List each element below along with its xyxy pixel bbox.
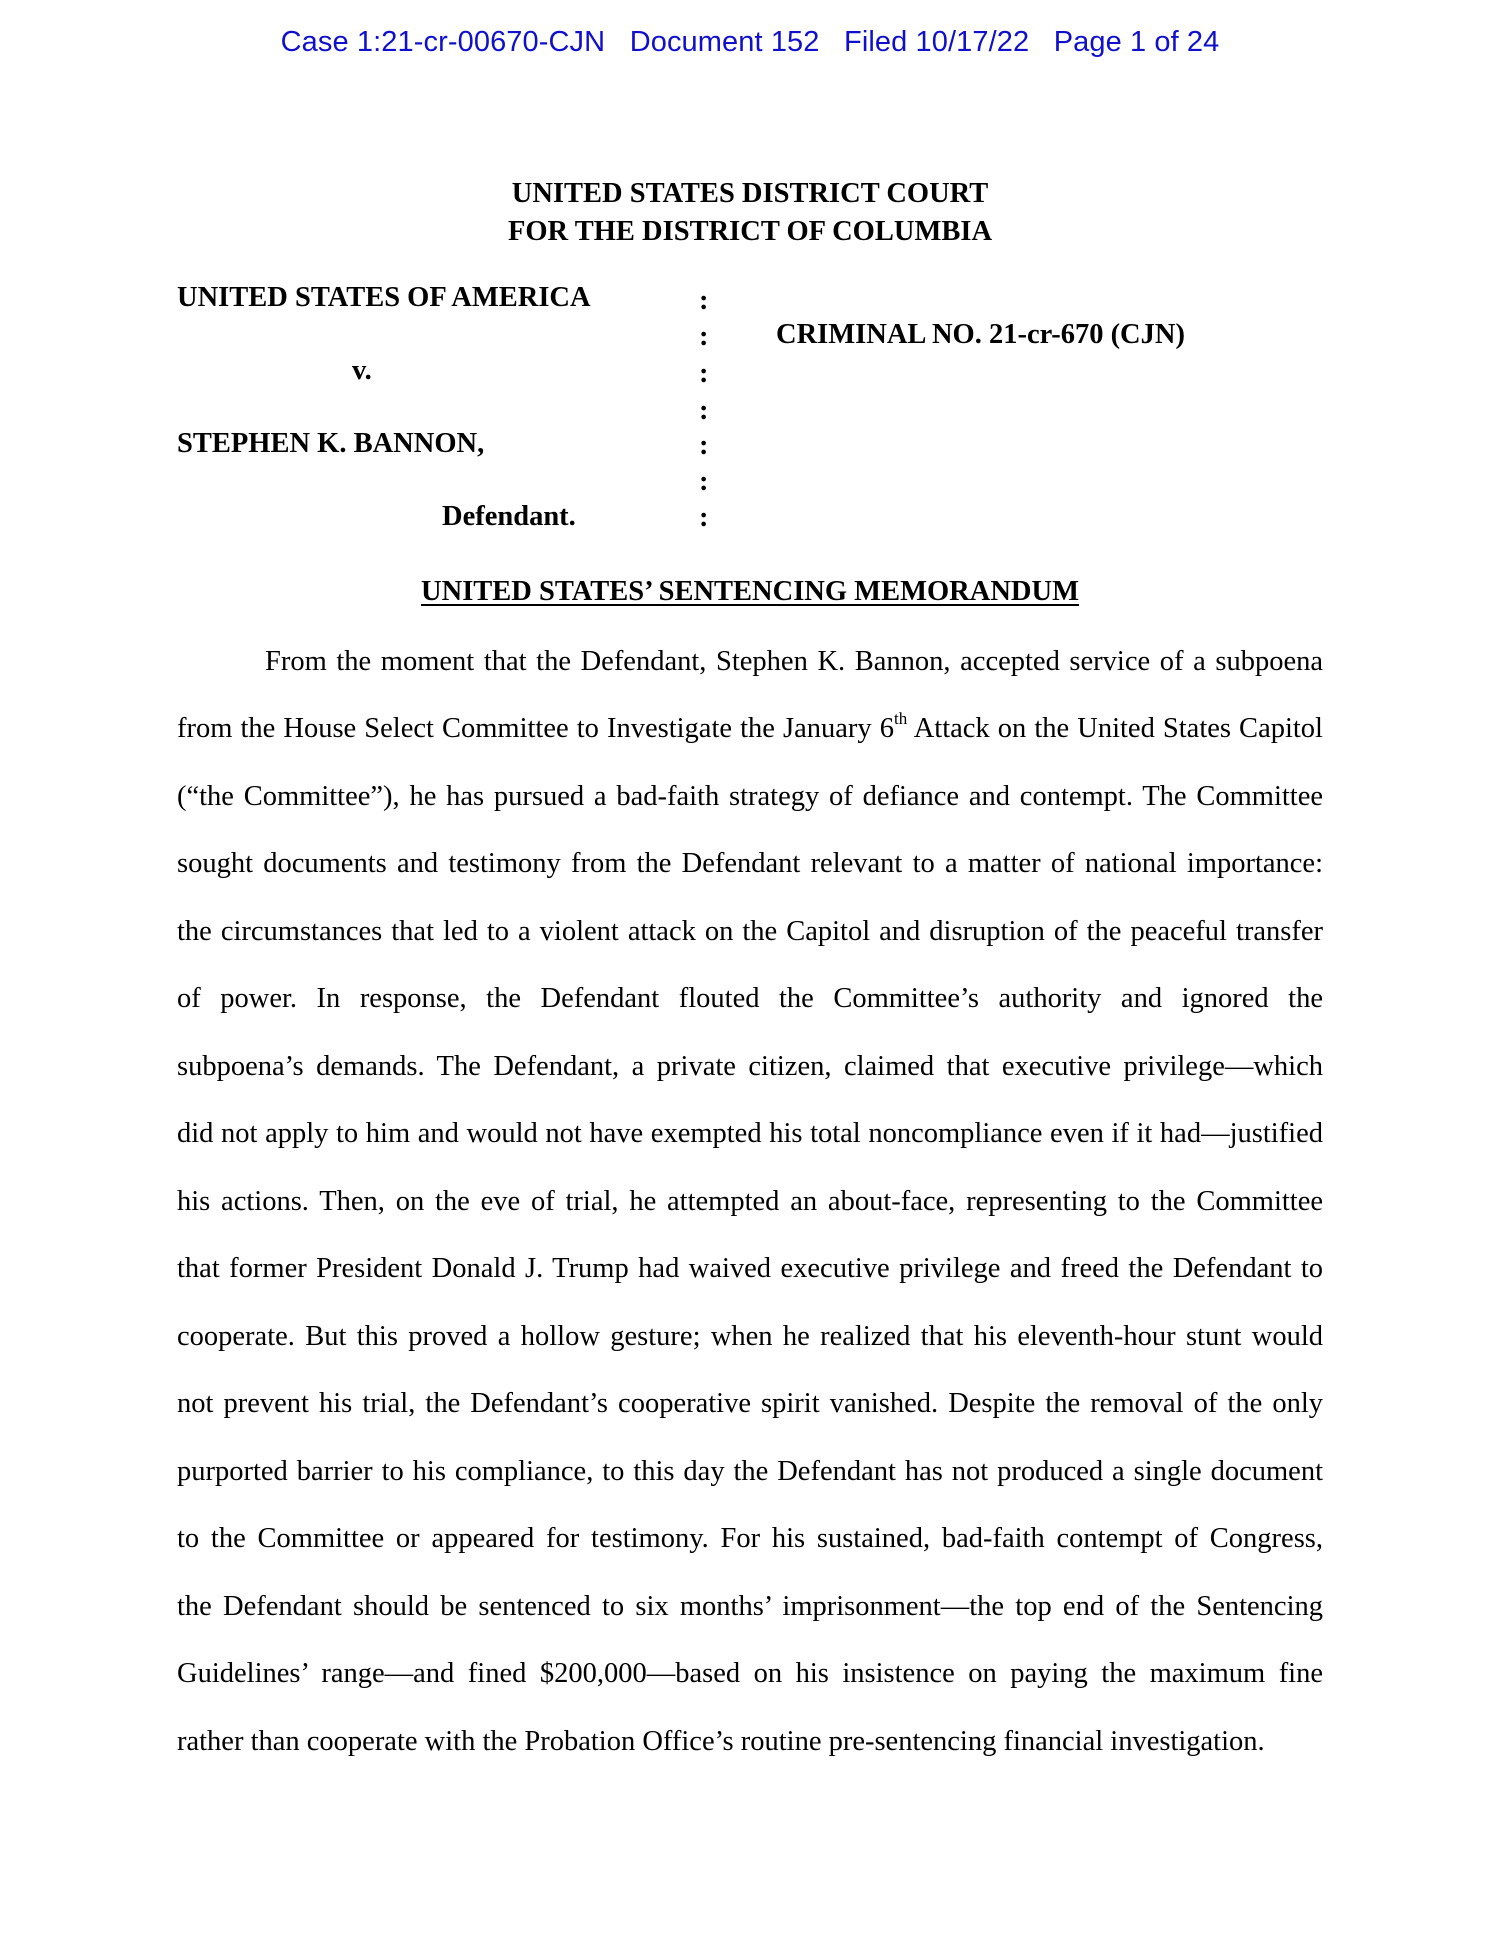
body-line: sought documents and testimony from the Defendant relevant to a matter of national importance: bbox=[177, 848, 1323, 879]
caption-colon: : bbox=[699, 430, 709, 461]
body-line-segment: from the House Select Committee to Investigate the January 6 bbox=[177, 713, 894, 744]
body-line: to the Committee or appeared for testimony. For his sustained, bad-faith contempt of Congress, bbox=[177, 1523, 1323, 1554]
case-number-stamp: Case 1:21-cr-00670-CJN bbox=[280, 26, 606, 58]
court-district: FOR THE DISTRICT OF COLUMBIA bbox=[507, 216, 993, 247]
page-count-stamp: Page 1 of 24 bbox=[1053, 26, 1220, 58]
body-line: the Defendant should be sentenced to six months’ imprisonment—the top end of the Sentencing bbox=[177, 1591, 1323, 1622]
caption-colon: : bbox=[699, 395, 709, 426]
body-line-segment: Attack on the United States Capitol bbox=[913, 713, 1323, 744]
criminal-case-number: CRIMINAL NO. 21-cr-670 (CJN) bbox=[776, 319, 1185, 350]
body-line: the circumstances that led to a violent attack on the Capitol and disruption of the peaceful transfer bbox=[177, 916, 1323, 947]
filed-date-stamp: Filed 10/17/22 bbox=[844, 26, 1030, 58]
body-line: From the moment that the Defendant, Stephen K. Bannon, accepted service of a subpoena bbox=[265, 646, 1323, 677]
caption-colon: : bbox=[699, 285, 709, 316]
document-number-stamp: Document 152 bbox=[629, 26, 820, 58]
caption-colon: : bbox=[699, 466, 709, 497]
caption-colon: : bbox=[699, 321, 709, 352]
ordinal-superscript: th bbox=[893, 708, 908, 728]
memorandum-title bbox=[0, 578, 1500, 607]
memorandum-title-text: UNITED STATES’ SENTENCING MEMORANDUM bbox=[421, 576, 1079, 607]
body-line: his actions. Then, on the eve of trial, he attempted an about-face, representing to the Committee bbox=[177, 1186, 1323, 1217]
body-line: Guidelines’ range—and fined $200,000—based on his insistence on paying the maximum fine bbox=[177, 1658, 1323, 1689]
body-line: purported barrier to his compliance, to this day the Defendant has not produced a single document bbox=[177, 1456, 1323, 1487]
body-line bbox=[177, 708, 1323, 749]
ecf-filing-header bbox=[0, 26, 1500, 59]
caption-colon: : bbox=[699, 358, 709, 389]
body-line-last: rather than cooperate with the Probation Office’s routine pre-sentencing financial investigation. bbox=[177, 1726, 1265, 1757]
body-line: cooperate. But this proved a hollow gesture; when he realized that his eleventh-hour stunt would bbox=[177, 1321, 1323, 1352]
caption-defendant-label: Defendant. bbox=[442, 501, 576, 532]
body-line: that former President Donald J. Trump had waived executive privilege and freed the Defendant to bbox=[177, 1253, 1323, 1284]
court-name: UNITED STATES DISTRICT COURT bbox=[511, 178, 989, 209]
body-line: not prevent his trial, the Defendant’s cooperative spirit vanished. Despite the removal of the only bbox=[177, 1388, 1323, 1419]
caption-defendant-name: STEPHEN K. BANNON, bbox=[177, 428, 485, 459]
body-line: did not apply to him and would not have exempted his total noncompliance even if it had—justified bbox=[177, 1118, 1323, 1149]
caption-plaintiff: UNITED STATES OF AMERICA bbox=[177, 282, 591, 313]
body-line: (“the Committee”), he has pursued a bad-faith strategy of defiance and contempt. The Committee bbox=[177, 781, 1323, 812]
body-line: of power. In response, the Defendant flouted the Committee’s authority and ignored the bbox=[177, 983, 1323, 1014]
caption-colon: : bbox=[699, 502, 709, 533]
caption-versus: v. bbox=[352, 355, 372, 386]
body-line: subpoena’s demands. The Defendant, a private citizen, claimed that executive privilege—which bbox=[177, 1051, 1323, 1082]
